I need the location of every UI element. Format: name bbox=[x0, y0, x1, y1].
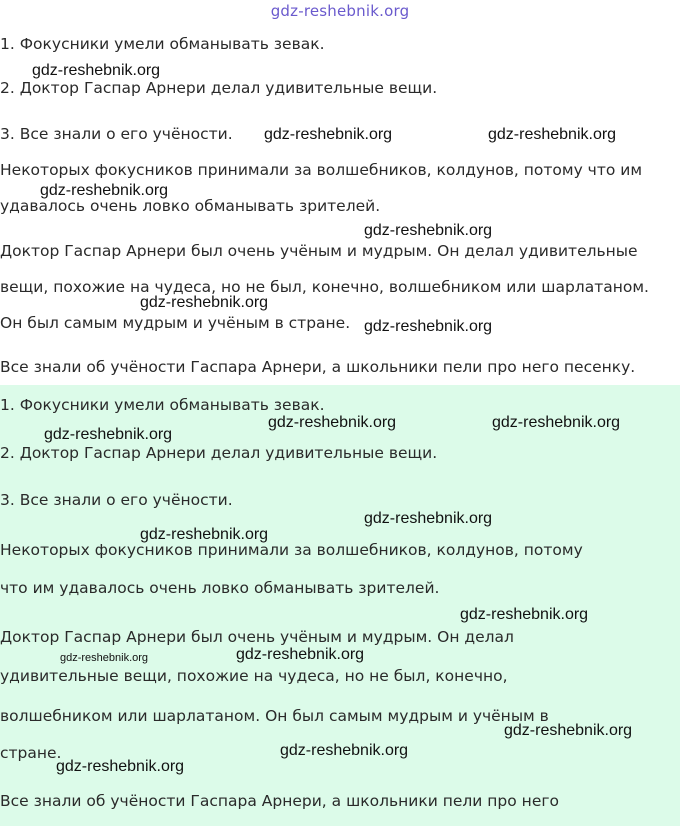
watermark: gdz-reshebnik.org bbox=[364, 222, 493, 239]
text-line: Доктор Гаспар Арнери был очень учёным и мудрым. Он делал bbox=[0, 628, 514, 646]
watermark: gdz-reshebnik.org bbox=[364, 510, 493, 527]
text-line: Некоторых фокусников принимали за волшебников, колдунов, потому что им bbox=[0, 161, 643, 179]
watermark: gdz-reshebnik.org bbox=[488, 126, 617, 143]
text-line: 2. Доктор Гаспар Арнери делал удивительные вещи. bbox=[0, 79, 438, 97]
text-line: Доктор Гаспар Арнери был очень учёным и мудрым. Он делал удивительные bbox=[0, 242, 638, 260]
watermark: gdz-reshebnik.org bbox=[460, 606, 589, 623]
watermark: gdz-reshebnik.org bbox=[280, 742, 409, 759]
text-line: удавалось очень ловко обманывать зрителей. bbox=[0, 197, 381, 215]
text-line: Все знали об учёности Гаспара Арнери, а школьники пели про него песенку. bbox=[0, 358, 636, 376]
text-line: стране. bbox=[0, 744, 62, 762]
text-line: Все знали об учёности Гаспара Арнери, а школьники пели про него bbox=[0, 792, 559, 810]
watermark: gdz-reshebnik.org bbox=[56, 758, 185, 775]
watermark: gdz-reshebnik.org bbox=[364, 318, 493, 335]
text-line: 1. Фокусники умели обманывать зевак. bbox=[0, 396, 325, 414]
text-line: Некоторых фокусников принимали за волшебников, колдунов, потому bbox=[0, 541, 583, 559]
text-line: Он был самым мудрым и учёным в стране. bbox=[0, 314, 351, 332]
text-line: удивительные вещи, похожие на чудеса, но не был, конечно, bbox=[0, 667, 508, 685]
text-line: 1. Фокусники умели обманывать зевак. bbox=[0, 35, 325, 53]
watermark: gdz-reshebnik.org bbox=[268, 414, 397, 431]
watermark: gdz-reshebnik.org bbox=[44, 426, 173, 443]
text-line: волшебником или шарлатаном. Он был самым мудрым и учёным в bbox=[0, 707, 549, 725]
site-header[interactable]: gdz-reshebnik.org bbox=[270, 2, 410, 20]
watermark: gdz-reshebnik.org bbox=[492, 414, 621, 431]
watermark: gdz-reshebnik.org bbox=[60, 652, 149, 664]
text-line: что им удавалось очень ловко обманывать зрителей. bbox=[0, 579, 440, 597]
watermark: gdz-reshebnik.org bbox=[40, 182, 169, 199]
text-line: 2. Доктор Гаспар Арнери делал удивительные вещи. bbox=[0, 444, 438, 462]
watermark: gdz-reshebnik.org bbox=[32, 62, 161, 79]
watermark: gdz-reshebnik.org bbox=[140, 294, 269, 311]
watermark: gdz-reshebnik.org bbox=[504, 722, 633, 739]
text-line: 3. Все знали о его учёности. bbox=[0, 491, 233, 509]
text-line: вещи, похожие на чудеса, но не был, конечно, волшебником или шарлатаном. bbox=[0, 278, 649, 296]
watermark: gdz-reshebnik.org bbox=[236, 646, 365, 663]
text-line: 3. Все знали о его учёности. bbox=[0, 125, 233, 143]
watermark: gdz-reshebnik.org bbox=[140, 526, 269, 543]
watermark: gdz-reshebnik.org bbox=[264, 126, 393, 143]
